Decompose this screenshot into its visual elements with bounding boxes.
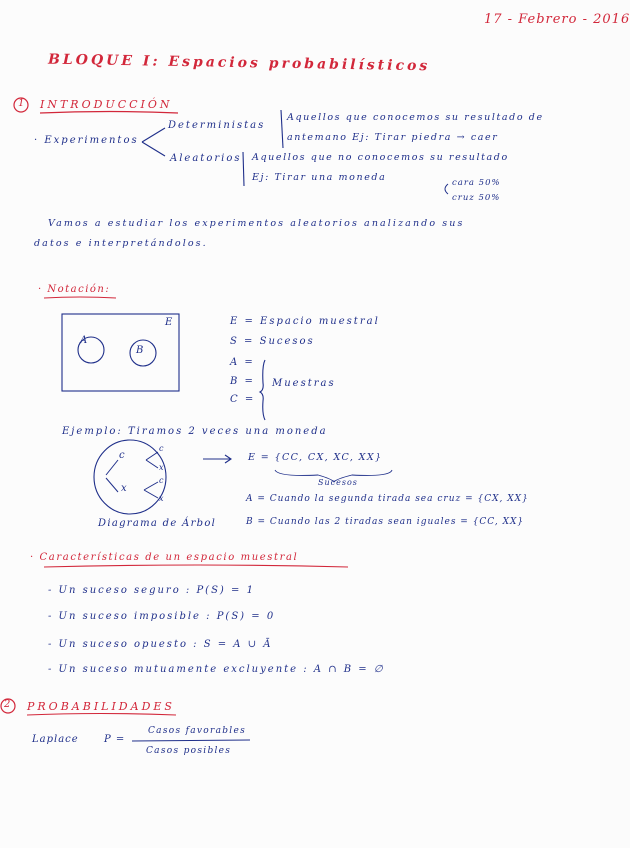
- ejemplo-line: Ejemplo: Tiramos 2 veces una moneda: [62, 426, 328, 437]
- section2-number: 2: [4, 699, 11, 710]
- section2-heading: PROBABILIDADES: [27, 700, 175, 713]
- tree-leaf-cx: x: [159, 463, 164, 472]
- tree-leaf-xc: c: [159, 476, 164, 485]
- espacio-muestral-def: E = Espacio muestral: [230, 316, 380, 327]
- branch-down: [142, 142, 165, 156]
- coin-cara: cara 50%: [452, 178, 501, 188]
- event-a-def: A = Cuando la segunda tirada sea cruz = {CX, XX}: [246, 494, 529, 504]
- ale-bar: [243, 152, 244, 186]
- caract-underline: [44, 565, 348, 567]
- branch-up: [142, 128, 165, 142]
- sucesos-def: S = Sucesos: [230, 336, 315, 347]
- caract-item-3: - Un suceso opuesto : S = A ∪ Ā: [48, 639, 273, 650]
- intro-underline: [40, 112, 178, 114]
- tree-node-c: c: [119, 450, 125, 461]
- row-b: B =: [230, 376, 255, 387]
- venn-label-e: E: [165, 317, 173, 328]
- tree-c-up: [146, 452, 158, 460]
- tree-c-down: [146, 460, 158, 468]
- deterministas-label: Deterministas: [168, 120, 266, 131]
- tree-x-down: [144, 490, 158, 498]
- sucesos-label: Sucesos: [318, 478, 358, 487]
- tree-leaf-xx: x: [159, 494, 164, 503]
- tree-circle: [94, 440, 166, 514]
- laplace-label: Laplace: [32, 734, 79, 745]
- event-b-def: B = Cuando las 2 tiradas sean iguales = {CC, XX}: [246, 517, 525, 527]
- diagrama-label: Diagrama de Árbol: [98, 518, 217, 529]
- page-title: BLOQUE I: Espacios probabilísticos: [47, 51, 431, 75]
- caract-item-4: - Un suceso mutuamente excluyente : A ∩ B = ∅: [48, 664, 385, 675]
- coin-cruz: cruz 50%: [452, 193, 501, 203]
- ale-line-2: Ej: Tirar una moneda: [252, 172, 387, 183]
- row-c: C =: [230, 394, 256, 405]
- notacion-heading: · Notación:: [38, 284, 111, 295]
- ale-line-1: Aquellos que no conocemos su resultado: [252, 152, 509, 163]
- tree-node-x: x: [121, 483, 127, 494]
- aleatorios-label: Aleatorios: [170, 153, 242, 164]
- intro-paragraph-1: Vamos a estudiar los experimentos aleatorios analizando sus: [48, 218, 465, 229]
- intro-paragraph-2: datos e interpretándolos.: [34, 238, 208, 249]
- tree-x-up: [144, 482, 158, 490]
- tree-leaf-cc: c: [159, 444, 164, 453]
- caract-item-2: - Un suceso imposible : P(S) = 0: [48, 611, 276, 622]
- det-line-1: Aquellos que conocemos su resultado de: [287, 112, 544, 123]
- coin-brace: [445, 184, 448, 194]
- date: 17 - Febrero - 2016: [484, 12, 630, 27]
- tree-root-up: [106, 460, 118, 475]
- sample-space-result: E = {CC, CX, XC, XX}: [248, 452, 383, 463]
- laplace-denominator: Casos posibles: [146, 746, 232, 756]
- caract-item-1: - Un suceso seguro : P(S) = 1: [48, 585, 255, 596]
- muestras-label: Muestras: [272, 378, 336, 389]
- muestras-brace: [260, 360, 265, 420]
- laplace-numerator: Casos favorables: [148, 726, 247, 736]
- tree-root-down: [106, 478, 118, 492]
- venn-label-a: A: [80, 335, 88, 346]
- venn-rectangle: [62, 314, 179, 391]
- fraction-bar: [132, 740, 250, 741]
- laplace-p: P =: [104, 734, 126, 745]
- prob-underline: [27, 714, 176, 716]
- det-line-2: antemano Ej: Tirar piedra → caer: [287, 132, 499, 143]
- notacion-underline: [44, 297, 116, 298]
- det-bar: [281, 110, 283, 148]
- row-a: A =: [230, 357, 255, 368]
- tree-arrow: [203, 455, 231, 463]
- experimentos-label: · Experimentos: [34, 135, 139, 146]
- caracteristicas-heading: · Características de un espacio muestral: [30, 552, 299, 563]
- section1-number: 1: [18, 98, 25, 109]
- venn-label-b: B: [136, 345, 144, 356]
- section1-heading: INTRODUCCIÓN: [40, 98, 173, 111]
